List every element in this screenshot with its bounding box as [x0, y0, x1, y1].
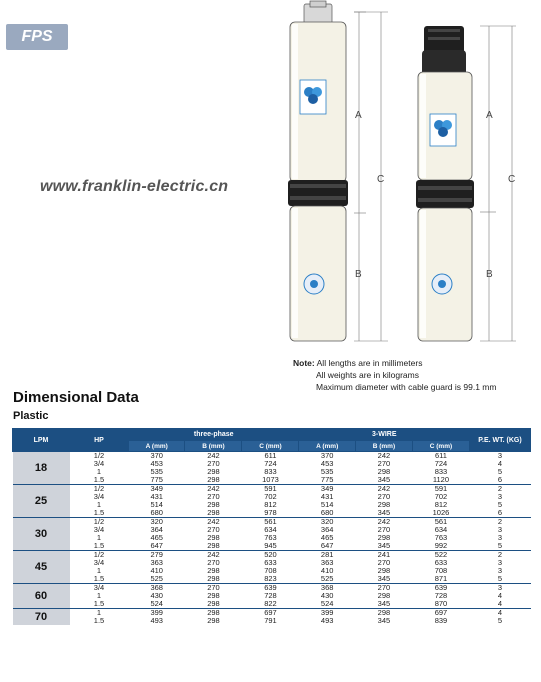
value-cell: 399 [299, 609, 355, 618]
value-cell: 298 [207, 591, 220, 600]
note-line-3: Maximum diameter with cable guard is 99.1 mm [316, 382, 497, 392]
value-cell: 514 [320, 500, 334, 509]
hp-cell: 1.5 [93, 541, 105, 550]
value-cell: 281 [299, 551, 355, 560]
value-cell: 3 [497, 492, 503, 501]
value-cell: 6 [497, 475, 503, 484]
hp-cell: 1.5 [93, 508, 105, 517]
value-cell: 345 [377, 475, 391, 484]
value-cell: 870 [434, 599, 448, 608]
value-cell: 561 [242, 518, 299, 527]
value-cell: 298 [185, 609, 242, 618]
dim-label-c-left: C [377, 174, 385, 185]
value-cell: 823 [264, 574, 277, 583]
value-cell: 270 [355, 584, 412, 593]
value-cell: 611 [242, 452, 299, 461]
hp-cell: 1.5 [93, 574, 105, 583]
value-cell: 363 [320, 558, 334, 567]
fps-logo: FPS [6, 24, 68, 50]
value-cell: 298 [207, 599, 220, 608]
value-cell: 345 [377, 508, 391, 517]
note-label: Note: [293, 358, 315, 368]
value-cell: 242 [355, 485, 412, 494]
col-3w-b: B (mm) [355, 441, 412, 452]
value-cell: 5 [497, 574, 503, 583]
value-cell: 270 [207, 558, 220, 567]
value-cell: 5 [497, 616, 503, 625]
value-cell: 270 [185, 584, 242, 593]
value-cell: 4 [497, 459, 503, 468]
value-cell: 298 [355, 609, 412, 618]
value-cell: 728 [264, 591, 277, 600]
value-cell: 833 [434, 467, 448, 476]
value-cell: 535 [320, 467, 334, 476]
value-cell: 349 [129, 485, 185, 494]
col-three-phase: three-phase [129, 429, 299, 441]
value-cell: 430 [320, 591, 334, 600]
value-cell: 1073 [262, 475, 279, 484]
value-cell: 399 [129, 609, 185, 618]
hp-cell: 1 [96, 467, 102, 476]
value-cell: 364 [320, 525, 334, 534]
dim-label-a-left: A [355, 110, 362, 121]
value-cell: 3 [497, 566, 503, 575]
value-cell: 524 [320, 599, 334, 608]
value-cell: 345 [377, 541, 391, 550]
value-cell: 349 [299, 485, 355, 494]
value-cell: 702 [434, 492, 448, 501]
lpm-cell: 30 [13, 518, 70, 551]
value-cell: 410 [150, 566, 163, 575]
value-cell: 591 [242, 485, 299, 494]
value-cell: 791 [264, 616, 277, 625]
value-cell: 822 [264, 599, 277, 608]
value-cell: 453 [150, 459, 163, 468]
hp-cell: 1/2 [70, 518, 129, 527]
value-cell: 298 [377, 533, 391, 542]
note-line-2: All weights are in kilograms [316, 370, 419, 380]
section-subtitle: Plastic [13, 410, 49, 422]
value-cell: 2 [470, 518, 531, 527]
hp-cell: 1.5 [93, 475, 105, 484]
pump-right [416, 26, 474, 341]
value-cell: 6 [497, 508, 503, 517]
value-cell: 270 [377, 525, 391, 534]
value-cell: 697 [242, 609, 299, 618]
value-cell: 363 [150, 558, 163, 567]
value-cell: 763 [434, 533, 448, 542]
value-cell: 708 [264, 566, 277, 575]
value-cell: 242 [355, 452, 412, 461]
value-cell: 298 [207, 574, 220, 583]
hp-cell: 1 [96, 533, 102, 542]
value-cell: 242 [185, 452, 242, 461]
value-cell: 812 [264, 500, 277, 509]
value-cell: 4 [470, 609, 531, 618]
hp-cell: 1 [70, 609, 129, 618]
hp-cell: 1 [96, 500, 102, 509]
value-cell: 535 [150, 467, 163, 476]
value-cell: 524 [150, 599, 163, 608]
value-cell: 431 [150, 492, 163, 501]
value-cell: 298 [207, 533, 220, 542]
value-cell: 298 [377, 500, 391, 509]
value-cell: 2 [470, 551, 531, 560]
hp-cell: 3/4 [93, 492, 105, 501]
value-cell: 298 [207, 616, 220, 625]
col-lpm: LPM [13, 429, 70, 452]
col-3ph-b: B (mm) [185, 441, 242, 452]
hp-cell: 3/4 [93, 558, 105, 567]
value-cell: 320 [299, 518, 355, 527]
value-cell: 3 [470, 452, 531, 461]
value-cell: 4 [497, 599, 503, 608]
value-cell: 633 [434, 558, 448, 567]
value-cell: 680 [320, 508, 334, 517]
value-cell: 945 [264, 541, 277, 550]
hp-cell: 1 [96, 566, 102, 575]
hp-cell: 1/2 [70, 551, 129, 560]
value-cell: 871 [434, 574, 448, 583]
lpm-cell: 25 [13, 485, 70, 518]
value-cell: 4 [497, 591, 503, 600]
value-cell: 298 [207, 467, 220, 476]
value-cell: 775 [150, 475, 163, 484]
value-cell: 728 [434, 591, 448, 600]
value-cell: 591 [412, 485, 469, 494]
value-cell: 514 [150, 500, 163, 509]
value-cell: 634 [264, 525, 277, 534]
dimension-table [12, 428, 531, 625]
lpm-cell: 45 [13, 551, 70, 584]
value-cell: 242 [355, 518, 412, 527]
lpm-cell: 70 [13, 609, 70, 626]
value-cell: 702 [264, 492, 277, 501]
value-cell: 522 [412, 551, 469, 560]
col-weight: P.E. WT. (KG) [470, 429, 531, 452]
value-cell: 430 [150, 591, 163, 600]
value-cell: 611 [412, 452, 469, 461]
value-cell: 368 [299, 584, 355, 593]
hp-cell: 3/4 [93, 525, 105, 534]
value-cell: 1026 [432, 508, 450, 517]
value-cell: 724 [434, 459, 448, 468]
page-title: Dimensional Data [13, 389, 139, 406]
value-cell: 298 [377, 591, 391, 600]
table-body [13, 452, 531, 626]
value-cell: 724 [264, 459, 277, 468]
value-cell: 431 [320, 492, 334, 501]
value-cell: 410 [320, 566, 334, 575]
value-cell: 465 [320, 533, 334, 542]
value-cell: 368 [129, 584, 185, 593]
dim-label-c-right: C [508, 174, 516, 185]
col-3ph-a: A (mm) [129, 441, 185, 452]
value-cell: 634 [434, 525, 448, 534]
col-three-wire: 3-WIRE [299, 429, 470, 441]
value-cell: 5 [497, 467, 503, 476]
value-cell: 992 [434, 541, 448, 550]
note-line-1: All lengths are in millimeters [316, 358, 423, 368]
value-cell: 270 [207, 525, 220, 534]
value-cell: 453 [320, 459, 334, 468]
hp-cell: 3/4 [93, 459, 105, 468]
pump-dimension-figure [268, 0, 541, 350]
value-cell: 298 [377, 566, 391, 575]
hp-cell: 1/2 [70, 485, 129, 494]
value-cell: 370 [299, 452, 355, 461]
value-cell: 525 [320, 574, 334, 583]
value-cell: 3 [497, 558, 503, 567]
hp-cell: 1 [96, 591, 102, 600]
value-cell: 697 [412, 609, 469, 618]
value-cell: 465 [150, 533, 163, 542]
value-cell: 242 [185, 485, 242, 494]
value-cell: 242 [185, 518, 242, 527]
value-cell: 978 [264, 508, 277, 517]
value-cell: 833 [264, 467, 277, 476]
value-cell: 3 [470, 584, 531, 593]
value-cell: 633 [264, 558, 277, 567]
value-cell: 364 [150, 525, 163, 534]
value-cell: 320 [129, 518, 185, 527]
value-cell: 561 [412, 518, 469, 527]
value-cell: 270 [377, 492, 391, 501]
value-cell: 647 [320, 541, 334, 550]
value-cell: 680 [150, 508, 163, 517]
dim-label-b-right: B [486, 269, 493, 280]
value-cell: 763 [264, 533, 277, 542]
value-cell: 242 [185, 551, 242, 560]
value-cell: 270 [377, 459, 391, 468]
value-cell: 345 [377, 616, 391, 625]
value-cell: 493 [150, 616, 163, 625]
value-cell: 345 [377, 599, 391, 608]
value-cell: 647 [150, 541, 163, 550]
value-cell: 298 [377, 467, 391, 476]
dim-label-b-left: B [355, 269, 362, 280]
value-cell: 839 [434, 616, 448, 625]
table-row [13, 617, 531, 625]
col-hp: HP [70, 429, 129, 452]
value-cell: 345 [377, 574, 391, 583]
col-3w-c: C (mm) [412, 441, 469, 452]
hp-cell: 1/2 [70, 452, 129, 461]
value-cell: 270 [207, 492, 220, 501]
value-cell: 639 [242, 584, 299, 593]
value-cell: 520 [242, 551, 299, 560]
col-3w-a: A (mm) [299, 441, 355, 452]
value-cell: 812 [434, 500, 448, 509]
lpm-cell: 18 [13, 452, 70, 485]
value-cell: 241 [355, 551, 412, 560]
value-cell: 298 [207, 475, 220, 484]
value-cell: 298 [207, 508, 220, 517]
note-block [293, 357, 496, 393]
value-cell: 525 [150, 574, 163, 583]
value-cell: 639 [412, 584, 469, 593]
value-cell: 3 [497, 525, 503, 534]
value-cell: 298 [207, 500, 220, 509]
dim-label-a-right: A [486, 110, 493, 121]
value-cell: 493 [320, 616, 334, 625]
value-cell: 270 [207, 459, 220, 468]
hp-cell: 1.5 [93, 616, 105, 625]
value-cell: 270 [377, 558, 391, 567]
value-cell: 279 [129, 551, 185, 560]
value-cell: 5 [497, 500, 503, 509]
value-cell: 1120 [432, 475, 450, 484]
hp-cell: 1.5 [93, 599, 105, 608]
hp-cell: 3/4 [70, 584, 129, 593]
value-cell: 298 [207, 566, 220, 575]
lpm-cell: 60 [13, 584, 70, 609]
value-cell: 775 [320, 475, 334, 484]
col-3ph-c: C (mm) [242, 441, 299, 452]
value-cell: 2 [470, 485, 531, 494]
pump-left [288, 1, 348, 341]
value-cell: 708 [434, 566, 448, 575]
value-cell: 5 [497, 541, 503, 550]
website-url[interactable]: www.franklin-electric.cn [40, 178, 229, 195]
value-cell: 370 [129, 452, 185, 461]
value-cell: 298 [207, 541, 220, 550]
value-cell: 3 [497, 533, 503, 542]
